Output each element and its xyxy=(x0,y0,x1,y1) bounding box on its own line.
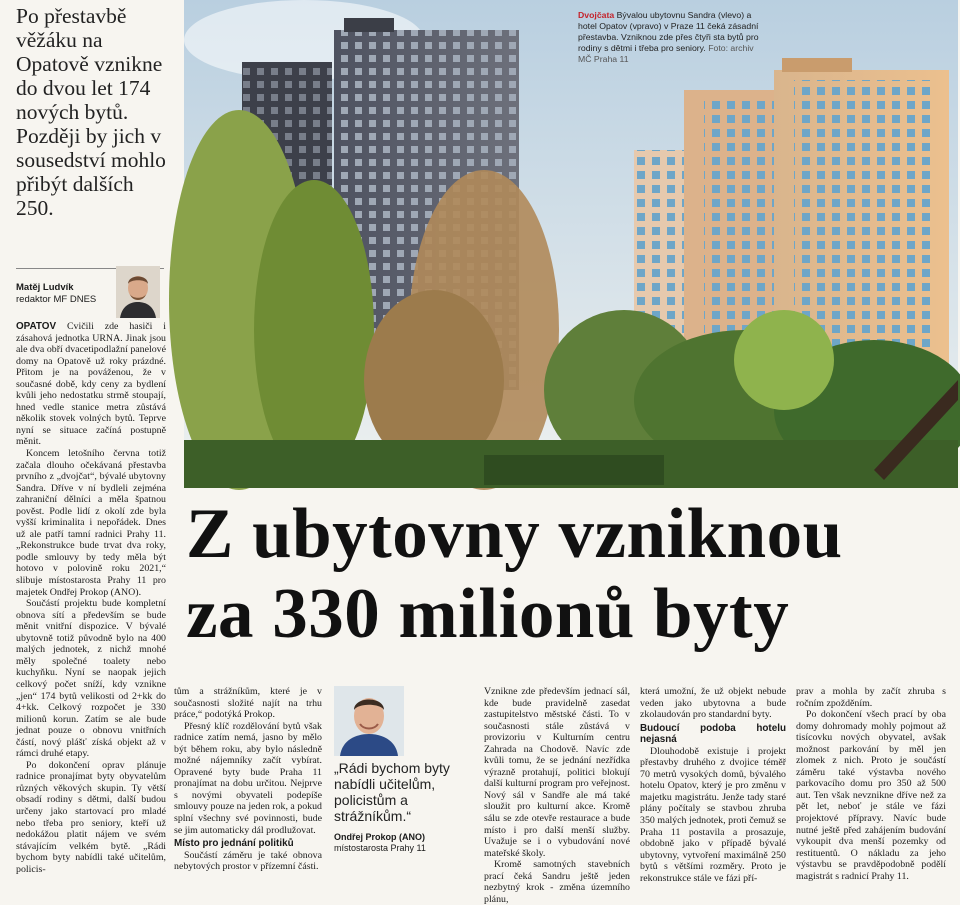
main-photo xyxy=(184,0,958,488)
quote-role: místostarosta Prahy 11 xyxy=(334,843,426,853)
photo-caption xyxy=(578,10,764,65)
article-column-5 xyxy=(796,686,946,882)
article-column-2 xyxy=(174,686,322,873)
caption-keyword: Dvojčata xyxy=(578,10,615,20)
dateline: OPATOV xyxy=(16,321,57,332)
quote-attribution xyxy=(334,832,484,854)
quote-name: Ondřej Prokop (ANO) xyxy=(334,832,426,842)
paragraph: Součástí projektu bude kompletní obnova sítí a především se bude měnit vnitřní dispozice. V bývalé ubytovně totiž původně bylo na 400 malých jednotek, z nichž mnohé měly společné toalety nebo kuchyňku. Nyní se naopak jejich celkový počet sníží, kdy vznikne „jen“ 174 bytů velikosti od 2+kk do 4+kk. Celkový rozpočet je 330 milionů korun. Zatím se ale bude jednat pouze o obnovu vnitřních částí, nový plášť získá objekt až v rámci druhé etapy. xyxy=(16,598,166,760)
paragraph: Kromě samotných stavebních prací čeká Sandru ještě jeden nezbytný krok - změna územního plánu, xyxy=(484,859,630,905)
article-column-1 xyxy=(16,321,166,875)
paragraph: prav a mohla by začít zhruba s ročním zpožděním. xyxy=(796,686,946,709)
author-role: redaktor MF DNES xyxy=(16,294,97,305)
headline xyxy=(186,494,956,654)
headline-line-2: za 330 milionů byty xyxy=(186,575,790,653)
paragraph: Přesný klíč rozdělování bytů však radnice zatím nemá, jasno by mělo být během roku, aby bylo následně možné nájemníky začít vybírat. Opravené byty bude Praha 11 pronajímat na dobu určitou. Nejprve s novými obyvateli podepíše smlouvy pouze na jeden rok, a pokud splní všechny své povinnosti, bude se jim automaticky dál prodlužovat. xyxy=(174,720,322,836)
article-column-3 xyxy=(484,686,630,905)
subheading: Budoucí podoba hotelu nejasná xyxy=(640,722,786,746)
paragraph: Vznikne zde především jednací sál, kde bude pravidelně zasedat zastupitelstvo městské části. To v současnosti stále zůstává v provizoriu v Kulturním centru Zahrada na Chodově. Navíc zde kvůli tomu, že se jednání nezřídka výrazně protahují, politici blokují další kulturní program pro veřejnost. Nový sál v Sandře ale má také sloužit pro kulturní akce. Kromě sálu se zde otevře restaurace a bude místo i pro další menší služby. Uvažuje se i o vybudování nové mateřské školy. xyxy=(484,686,630,859)
paragraph: tům a strážníkům, které je v současnosti složité najít na trhu práce,“ podotýká Prokop. xyxy=(174,686,322,721)
paragraph: Po dokončení všech prací by oba domy dohromady mohly pojmout až tisícovku nových obyvatel, avšak možnost parkování by měl jen zlomek z nich. Proto je součástí záměru také výstavba nového parkovacího domu pro 350 až 500 aut. Ten však nevznikne dříve než za pět let, neboť je stále ve fázi projektové přípravy. Navíc bude nutné ještě před zahájením budování vykoupit dva menší pozemky od restituentů. O nákladu za jeho výstavbu se pravděpodobně podělí magistrát s radnicí Prahy 11. xyxy=(796,709,946,882)
paragraph: OPATOV Cvičili zde hasiči i zásahová jednotka URNA. Jinak jsou ale dva obří dvacetipodlažní panelové domy na Opatově už roky prázdné. Přitom je na pováženou, že v současné době, kdy ceny za bydlení kvůli jeho nedostatku strmě stoupají, hned vedle stanice metra zůstává několik stovek volných bytů. Teprve nyní se situace začíná postupně měnit. xyxy=(16,321,166,448)
photo-credit: Foto: archiv MČ Praha 11 xyxy=(578,43,754,64)
paragraph: Součástí záměru je také obnova nebytových prostor v přízemní části. xyxy=(174,849,322,873)
paragraph: Po dokončení oprav plánuje radnice pronajímat byty obyvatelům různých věkových skupin. Ty větší obsadí rodiny s dětmi, další budou určeny jako startovací pro mladé nebo třeba pro seniory, kteří už nedokážou platit nájem ve svém stávajícím velkém bytě. „Rádi bychom byty nabídli také učitelům, policis- xyxy=(16,759,166,875)
author-name: Matěj Ludvík xyxy=(16,282,74,293)
paragraph: která umožní, že už objekt nebude veden jako ubytovna a bude zkolaudován pro standardní byty. xyxy=(640,686,786,721)
quote-photo xyxy=(334,686,404,756)
lede-text: Po přestavbě věžáku na Opatově vznikne do dvou let 174 nových bytů. Později by jich v sousedství mohlo přibýt dalších 250. xyxy=(16,4,166,220)
author-photo xyxy=(116,266,160,318)
pull-quote: „Rádi bychom byty nabídli učitelům, policistům a strážníkům.“ xyxy=(334,760,450,824)
paragraph: Dlouhodobě existuje i projekt přestavby druhého z dvojice téměř 70 metrů vysokých domů, bývalého hotelu Opatov, který je pro změnu v majetku magistrátu. Jenže tady staré plány počítaly se stavbou zhruba 350 malých jednotek, proti čemuž se Praha 11 postavila a prosazuje, obdobně jako v případě bývalé ubytovny, vytvoření maximálně 250 bytů s většími rozměry. Proto je rekonstrukce stále ve fázi pří- xyxy=(640,745,786,884)
paragraph: Koncem letošního června totiž začala dlouho očekávaná přestavba prvního z „dvojčat“, bývalé ubytovny Sandra. Dříve v ní bydleli zejména zahraniční dělníci a měla špatnou pověst. Podle lidí z okolí zde byla vyšší kriminalita i nepořádek. Dnes už ale patří tamní radnici Prahy 11. „Rekonstrukce bude trvat dva roky, podle smlouvy by tedy měla být hotovo v polovině roku 2021,“ slibuje místostarosta Prahy 11 pro majetek Ondřej Prokop (ANO). xyxy=(16,448,166,598)
article-column-4 xyxy=(640,686,786,884)
caption-text: Bývalou ubytovnu Sandra (vlevo) a hotel Opatov (vpravo) v Praze 11 čeká zásadní přestavba. Vzniknou zde přes čtyři sta bytů pro rodiny s dětmi i třeba pro seniory. xyxy=(578,10,759,53)
headline-line-1: Z ubytovny vzniknou xyxy=(186,495,843,573)
subheading: Místo pro jednání politiků xyxy=(174,838,294,850)
